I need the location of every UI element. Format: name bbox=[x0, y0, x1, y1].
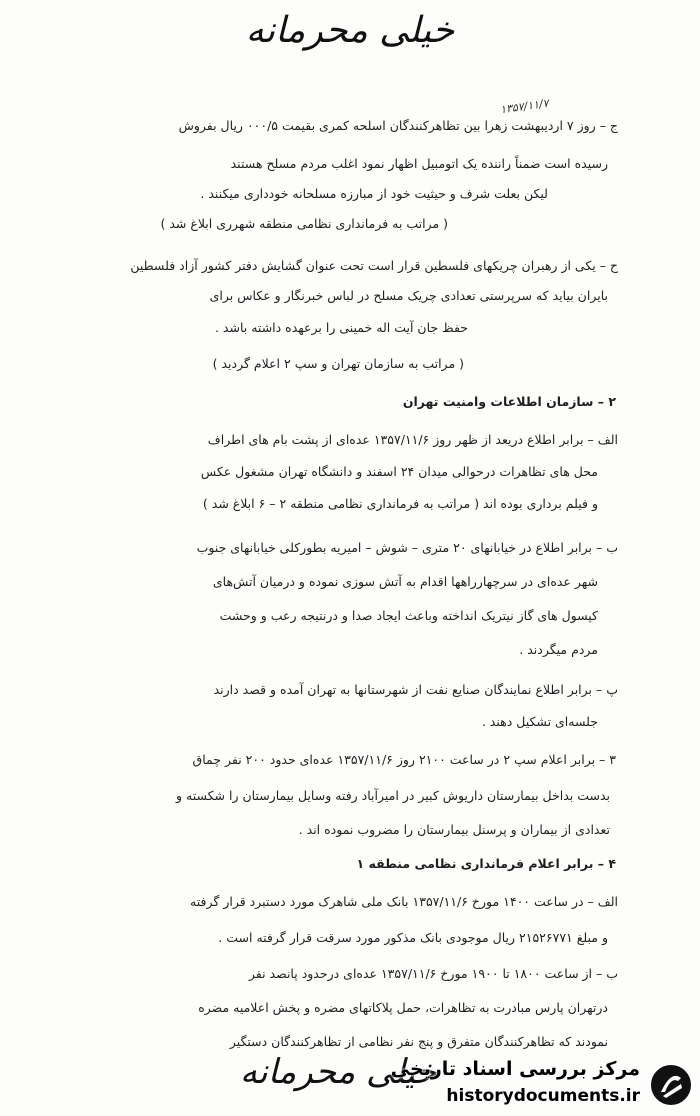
text-line: ج – روز ۷ اردیبهشت زهرا بین تظاهرکنندگان اسلحه کمری بقیمت ۰۰۰/۵ ریال بفروش bbox=[178, 118, 618, 133]
classification-stamp: خیلی محرمانه bbox=[240, 1052, 437, 1092]
text-line: شهر عده‌ای در سرچهارراهها اقدام به آتش سوزی نموده و درمیان آتش‌های bbox=[212, 574, 598, 589]
text-line: مردم میگردند . bbox=[519, 642, 598, 657]
text-line: نمودند که تظاهرکنندگان متفرق و پنج نفر نظامی از تظاهرکنندگان دستگیر bbox=[229, 1034, 608, 1049]
text-line: ب – برابر اطلاع در خیابانهای ۲۰ متری – شوش – امیریه بطورکلی خیابانهای جنوب bbox=[196, 540, 618, 555]
text-line: و فیلم برداری بوده اند ( مراتب به فرمانداری نظامی منطقه ۲ – ۶ ابلاغ شد ) bbox=[202, 496, 598, 511]
text-line: حفظ جان آیت اله خمینی را برعهده داشته باشد . bbox=[214, 320, 468, 335]
text-line: محل های تظاهرات درحوالی میدان ۲۴ اسفند و دانشگاه تهران مشغول عکس bbox=[200, 464, 598, 479]
text-line: لیکن بعلت شرف و حیثیت خود از مبارزه مسلحانه خودداری میکنند . bbox=[200, 186, 548, 201]
archive-logo-icon bbox=[648, 1062, 694, 1108]
watermark-url: historydocuments.ir bbox=[446, 1086, 640, 1106]
text-line: و مبلغ ۲۱۵۲۶۷۷۱ ریال موجودی بانک مذکور مورد سرقت قرار گرفته است . bbox=[218, 930, 608, 945]
margin-note: ۱۳۵۷/۱۱/۷ bbox=[499, 96, 550, 117]
text-line: ۳ – برابر اعلام سپ ۲ در ساعت ۲۱۰۰ روز ۱۳۵۷/۱۱/۶ عده‌ای حدود ۲۰۰ نفر چماق bbox=[192, 752, 616, 767]
text-line: ح – یکی از رهبران چریکهای فلسطین قرار است تحت عنوان گشایش دفتر کشور آزاد فلسطین bbox=[130, 258, 618, 273]
section-heading: ۲ – سازمان اطلاعات وامنیت تهران bbox=[402, 394, 616, 409]
watermark bbox=[270, 1054, 700, 1116]
text-line: کپسول های گاز نیتریک انداخته وباعث ایجاد صدا و درنتیجه رعب و وحشت bbox=[219, 608, 598, 623]
watermark-name: مرکز بررسی اسناد تاریخی bbox=[390, 1058, 640, 1080]
text-line: رسیده است ضمناً راننده یک اتومبیل اظهار نمود اغلب مردم مسلح هستند bbox=[230, 156, 608, 171]
text-line: تعدادی از بیماران و پرسنل بیمارستان را مضروب نموده اند . bbox=[298, 822, 610, 837]
text-line: بایران بیاید که سرپرستی تعدادی چریک مسلح در لباس خبرنگار و عکاس برای bbox=[209, 288, 608, 303]
text-line: الف – در ساعت ۱۴۰۰ مورخ ۱۳۵۷/۱۱/۶ بانک ملی شاهرک مورد دستبرد قرار گرفته bbox=[190, 894, 618, 909]
text-line: ( مراتب به سازمان تهران و سپ ۲ اعلام گردید ) bbox=[212, 356, 464, 371]
text-line: الف – برابر اطلاع دریعد از ظهر روز ۱۳۵۷/۱۱/۶ عده‌ای از پشت بام های اطراف bbox=[207, 432, 618, 447]
text-line: بدست بداخل بیمارستان داریوش کبیر در امیرآباد رفته وسایل بیمارستان را شکسته و bbox=[175, 788, 610, 803]
text-line: ب – از ساعت ۱۸۰۰ تا ۱۹۰۰ مورخ ۱۳۵۷/۱۱/۶ عده‌ای درحدود پانصد نفر bbox=[248, 966, 618, 981]
text-line: پ – برابر اطلاع نمایندگان صنایع نفت از شهرستانها به تهران آمده و قصد دارند bbox=[213, 682, 618, 697]
section-heading: ۴ – برابر اعلام فرمانداری نظامی منطقه ۱ bbox=[356, 856, 616, 871]
text-line: درتهران پارس مبادرت به تظاهرات، حمل پلاکاتهای مضره و پخش اعلامیه مضره bbox=[198, 1000, 608, 1015]
text-line: جلسه‌ای تشکیل دهند . bbox=[481, 714, 598, 729]
page-title: خیلی محرمانه bbox=[245, 10, 455, 51]
text-line: ( مراتب به فرمانداری نظامی منطقه شهرری ابلاغ شد ) bbox=[160, 216, 448, 231]
